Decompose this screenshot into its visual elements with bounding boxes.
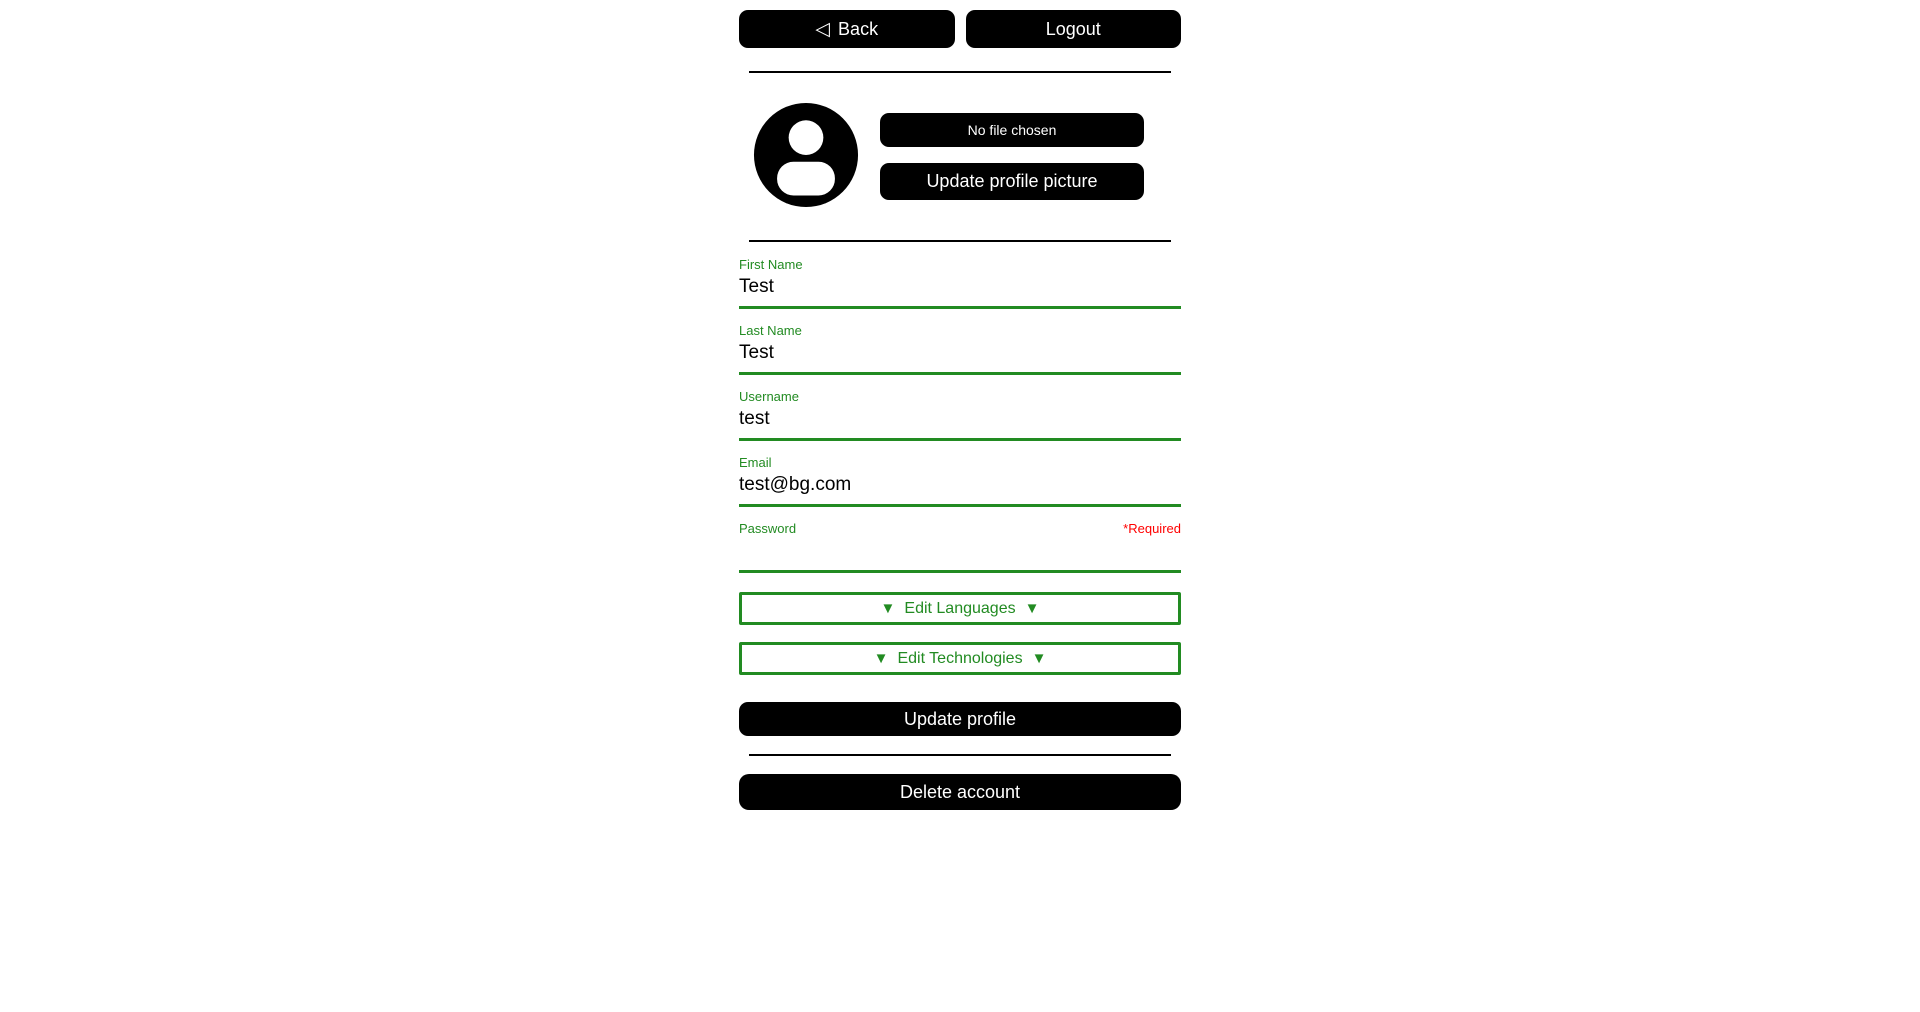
delete-account-label: Delete account (899, 781, 1021, 802)
required-note: *Required (1123, 521, 1181, 536)
edit-technologies-label: Edit Technologies (897, 649, 1023, 667)
last-name-input[interactable] (739, 339, 1181, 375)
back-button-label: Back (838, 18, 879, 39)
password-field-group (739, 521, 1181, 573)
file-input-status: No file chosen (967, 122, 1057, 138)
chevron-down-icon: ▼ (873, 650, 889, 667)
picture-controls (880, 102, 1144, 208)
edit-technologies-button[interactable] (739, 642, 1181, 675)
edit-languages-button[interactable] (739, 592, 1181, 625)
divider-picture (749, 240, 1171, 242)
person-icon (753, 102, 859, 208)
chevron-down-icon: ▼ (1024, 600, 1040, 617)
password-input[interactable] (739, 537, 1181, 573)
email-field-group (739, 455, 1181, 507)
username-field-group (739, 389, 1181, 441)
delete-account-button[interactable] (739, 774, 1181, 810)
email-label: Email (739, 455, 772, 470)
profile-picture-section (739, 102, 1181, 208)
edit-languages-label: Edit Languages (904, 599, 1016, 617)
profile-picture-file-input[interactable] (880, 113, 1144, 147)
back-button[interactable] (739, 10, 955, 48)
first-name-field-group (739, 257, 1181, 309)
username-label: Username (739, 389, 799, 404)
last-name-label: Last Name (739, 323, 802, 338)
update-profile-picture-label: Update profile picture (926, 171, 1098, 191)
divider-bottom (749, 754, 1171, 756)
profile-page (739, 10, 1181, 810)
topbar (739, 10, 1181, 48)
password-label: Password (739, 521, 797, 536)
update-profile-button[interactable] (739, 702, 1181, 736)
last-name-field-group (739, 323, 1181, 375)
logout-button-label: Logout (1045, 18, 1101, 39)
back-arrow-icon: ◁ (815, 18, 831, 40)
first-name-input[interactable] (739, 273, 1181, 309)
update-profile-label: Update profile (903, 708, 1017, 729)
username-input[interactable] (739, 405, 1181, 441)
first-name-label: First Name (739, 257, 803, 272)
chevron-down-icon: ▼ (1031, 650, 1047, 667)
chevron-down-icon: ▼ (880, 600, 896, 617)
email-input[interactable] (739, 471, 1181, 507)
logout-button[interactable] (966, 10, 1182, 48)
update-profile-picture-button[interactable] (880, 163, 1144, 200)
divider-top (749, 71, 1171, 73)
